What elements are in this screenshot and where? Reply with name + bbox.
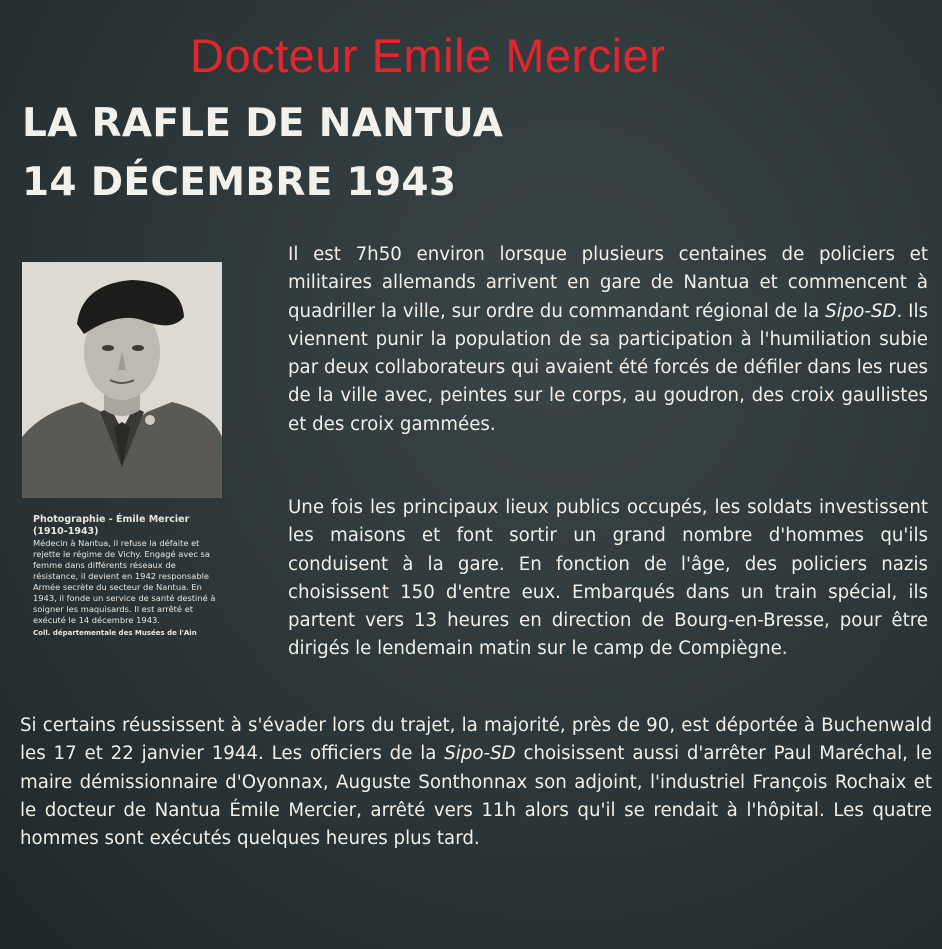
caption-body: Médecin à Nantua, il refuse la défaite et rejette le régime de Vichy. Engagé avec sa femme dans différents réseaux de résistance, il devient en 1942 responsable Armée secrète du secteur de Nantua. En 1943, il fonde un service de santé destiné à soigner les maquisards. Il est arrêté et exécuté le 14 décembre 1943. (33, 538, 216, 625)
paragraph-1-part-a: Il est 7h50 environ lorsque plusieurs centaines de policiers et militaires allemands arrivent en gare de Nantua et commencent à quadriller la ville, sur ordre du commandant régional de la (288, 244, 928, 322)
photo-caption (33, 514, 223, 639)
portrait-photo (22, 262, 222, 498)
paragraph-1 (288, 241, 928, 439)
paragraph-3-part-a: Si certains réussissent à s'évader lors du trajet, la majorité, près de 90, est déportée à Buchenwald les 17 et 22 janvier 1944. Les officiers de la (20, 715, 932, 765)
paragraph-3 (20, 712, 932, 853)
red-title: Docteur Emile Mercier (190, 29, 666, 82)
paragraph-3-part-b: choisissent aussi d'arrêter Paul Maréchal, le maire démissionnaire d'Oyonnax, Auguste Sonthonnax son adjoint, l'industriel François Rochaix et le docteur de Nantua Émile Mercier, arrêté vers 11h alors qu'il se rendait à l'hôpital. Les quatre hommes sont exécutés quelques heures plus tard. (20, 743, 932, 850)
paragraph-1-part-b: . Ils viennent punir la population de sa participation à l'humiliation subie par deux collaborateurs qui avaient été forcés de défiler dans les rues de la ville avec, peintes sur le corps, au goudron, des croix gaullistes et des croix gammées. (288, 300, 928, 435)
caption-title: Photographie - Émile Mercier (33, 514, 190, 525)
title-line-2: 14 DÉCEMBRE 1943 (22, 160, 457, 205)
paragraph-2: Une fois les principaux lieux publics occupés, les soldats investissent les maisons et font sortir un grand nombre d'hommes qu'ils conduisent à la gare. En fonction de l'âge, des policiers nazis choisissent 150 d'entre eux. Embarqués dans un train spécial, ils partent vers 13 heures en direction de Bourg-en-Bresse, pour être dirigés le lendemain matin sur le camp de Compiègne. (288, 497, 928, 660)
caption-dates: (1910-1943) (33, 526, 99, 537)
title-line-1: LA RAFLE DE NANTUA (22, 101, 504, 146)
portrait-illustration (22, 262, 222, 498)
caption-credit: Coll. départementale des Musées de l'Ain (33, 629, 197, 637)
paragraph-1-emphasis: Sipo-SD (825, 300, 897, 322)
page-title (22, 94, 722, 212)
paragraph-3-emphasis: Sipo-SD (444, 743, 516, 765)
